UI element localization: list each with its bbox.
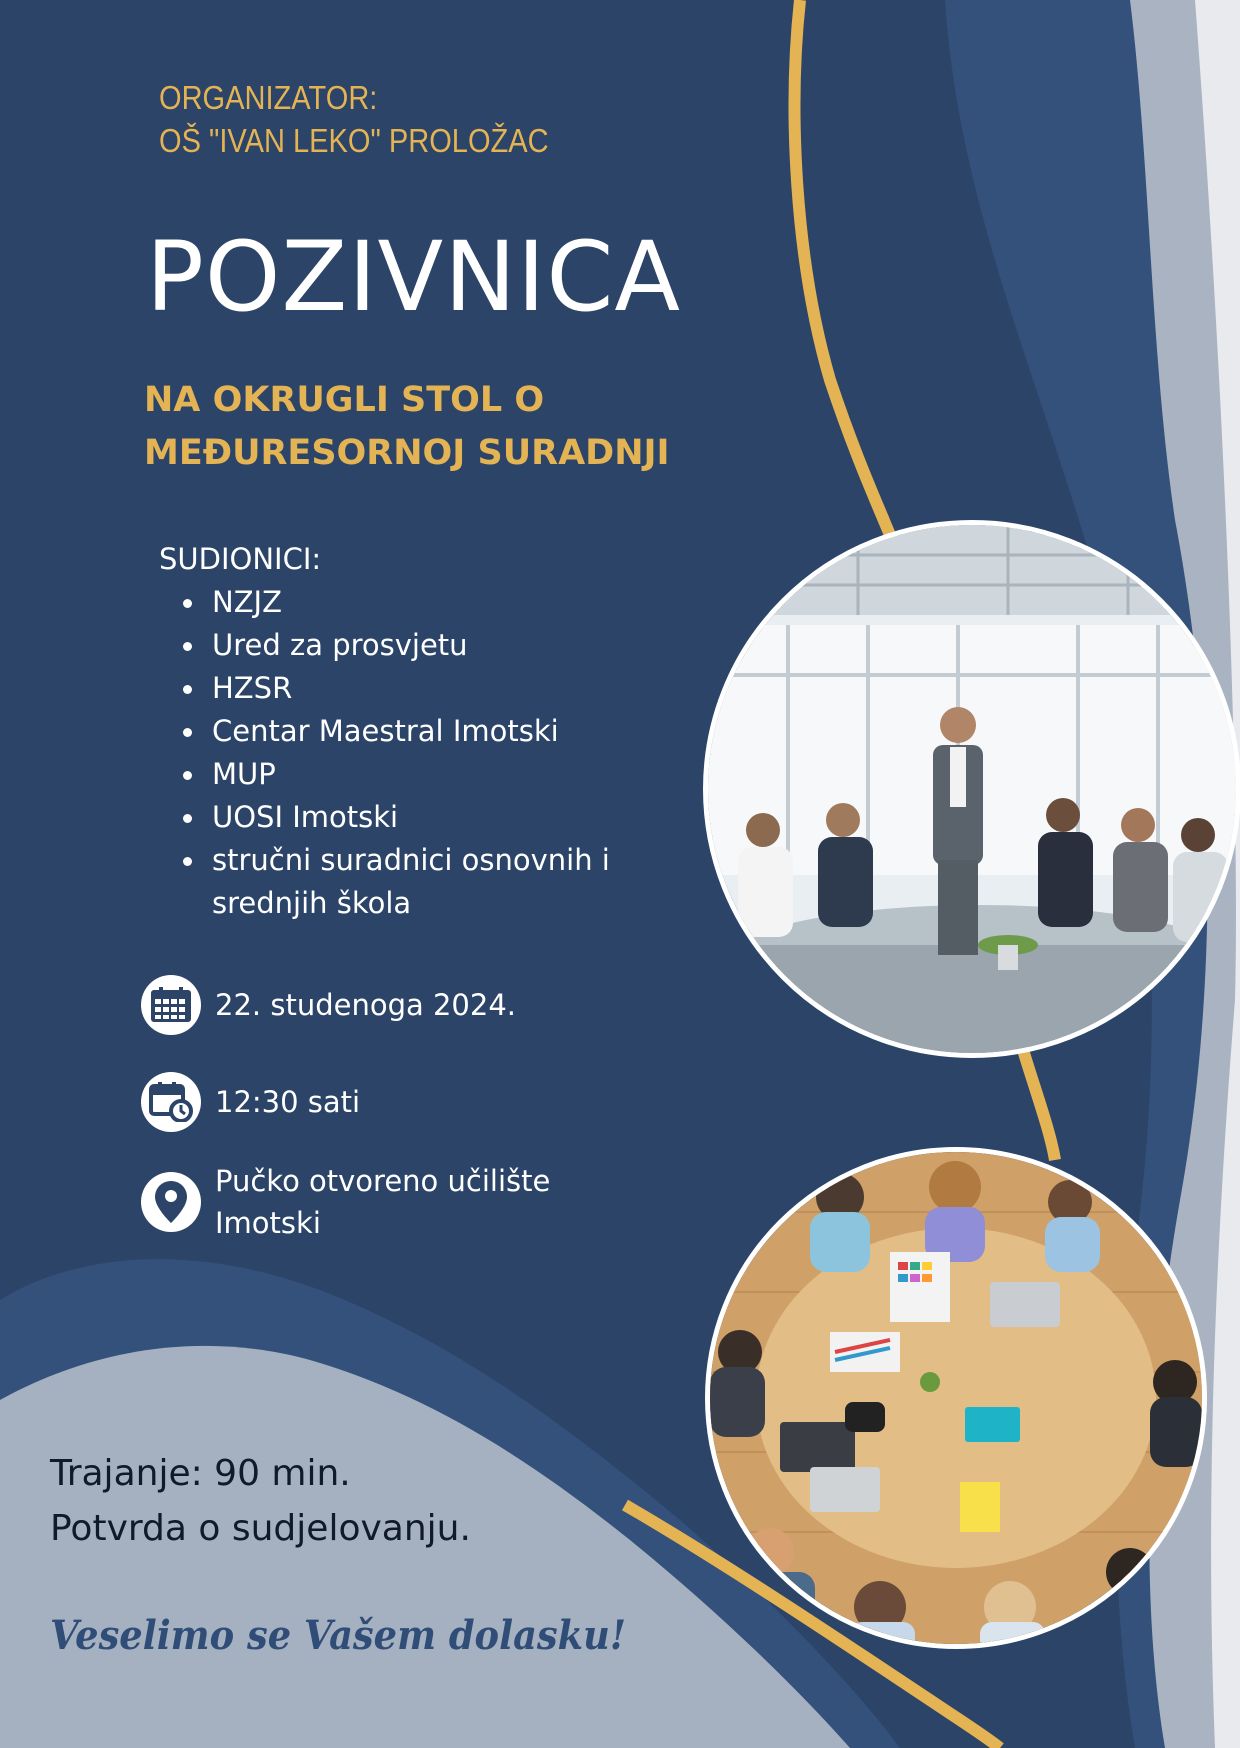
location-line-1: Pučko otvoreno učilište [215, 1164, 551, 1198]
participant-item: UOSI Imotski [212, 796, 610, 839]
participant-item: MUP [212, 753, 610, 796]
event-location [215, 1160, 550, 1244]
event-date: 22. studenoga 2024. [215, 988, 516, 1022]
organizer-block [159, 76, 549, 162]
time-row [141, 1072, 360, 1132]
participant-item-continuation: srednjih škola [212, 886, 412, 920]
organizer-label: ORGANIZATOR: [159, 79, 378, 116]
page-title: POZIVNICA [146, 221, 682, 333]
meeting-photo [703, 520, 1240, 1058]
closing-message: Veselimo se Vašem dolasku! [50, 1612, 627, 1659]
subtitle-line-2: MEĐURESORNOJ SURADNJI [144, 433, 670, 473]
team-photo [705, 1147, 1207, 1649]
event-time: 12:30 sati [215, 1085, 361, 1119]
organizer-name: OŠ "IVAN LEKO" PROLOŽAC [159, 122, 549, 159]
participant-item: NZJZ [212, 581, 610, 624]
certificate-text: Potvrda o sudjelovanju. [50, 1508, 471, 1549]
calendar-clock-icon [141, 1072, 201, 1132]
location-pin-icon [141, 1172, 201, 1232]
event-subtitle [144, 374, 670, 480]
location-row [141, 1160, 550, 1244]
subtitle-line-1: NA OKRUGLI STOL O [144, 380, 545, 420]
participant-item: Centar Maestral Imotski [212, 710, 610, 753]
participant-item: Ured za prosvjetu [212, 624, 610, 667]
location-line-2: Imotski [215, 1206, 321, 1240]
bottom-info [50, 1446, 471, 1556]
calendar-icon [141, 975, 201, 1035]
date-row [141, 975, 516, 1035]
participants-section [159, 538, 610, 925]
duration-text: Trajanje: 90 min. [50, 1453, 351, 1494]
participant-item: HZSR [212, 667, 610, 710]
participant-item: stručni suradnici osnovnih i [212, 839, 610, 882]
participants-heading: SUDIONICI: [159, 542, 322, 576]
participants-list [159, 581, 610, 925]
